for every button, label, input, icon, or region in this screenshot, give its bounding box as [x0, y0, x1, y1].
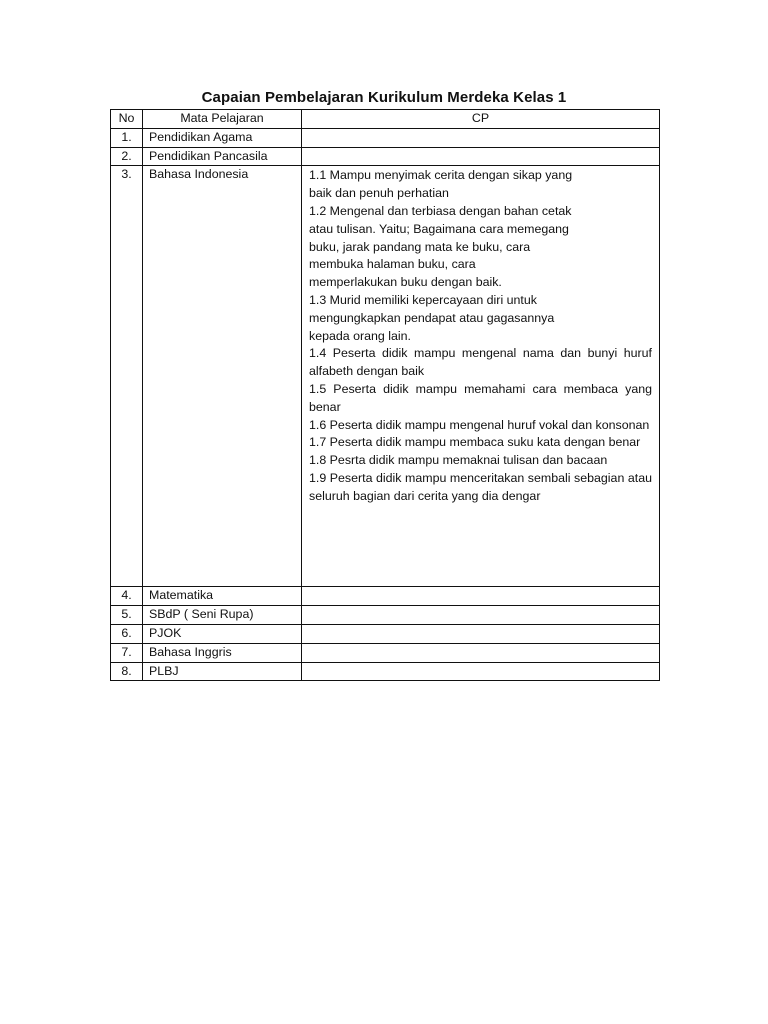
cp-text-line: memperlakukan buku dengan baik. — [309, 275, 502, 290]
header-no: No — [111, 110, 143, 129]
table-row — [111, 587, 660, 606]
cp-item-1-7: 1.7 Peserta didik mampu membaca suku kata dengan benar — [309, 435, 641, 450]
cp-cell — [302, 128, 660, 147]
cp-text-line: membuka halaman buku, cara — [309, 257, 476, 272]
subject-cell: PLBJ — [143, 662, 302, 681]
subject-cell: Bahasa Indonesia — [143, 166, 302, 587]
row-number: 6. — [111, 624, 143, 643]
row-number: 1. — [111, 128, 143, 147]
table-row — [111, 147, 660, 166]
table-row — [111, 606, 660, 625]
cp-text-line: 1.3 Murid memiliki kepercayaan diri untuk — [309, 292, 537, 307]
cp-cell — [302, 643, 660, 662]
subject-cell: Pendidikan Agama — [143, 128, 302, 147]
row-number: 4. — [111, 587, 143, 606]
cp-cell — [302, 624, 660, 643]
row-number: 8. — [111, 662, 143, 681]
subject-cell: Bahasa Inggris — [143, 643, 302, 662]
row-number: 3. — [111, 166, 143, 587]
row-number: 7. — [111, 643, 143, 662]
table-row — [111, 128, 660, 147]
table-row — [111, 643, 660, 662]
cp-item-1-8: 1.8 Pesrta didik mampu memaknai tulisan dan bacaan — [309, 453, 608, 468]
cp-item-1-6: 1.6 Peserta didik mampu mengenal huruf vokal dan konsonan — [309, 417, 650, 432]
cp-text-line: buku, jarak pandang mata ke buku, cara — [309, 239, 531, 254]
cp-cell — [302, 606, 660, 625]
cp-item-1-9: 1.9 Peserta didik mampu menceritakan sembali sebagian atau seluruh bagian dari cerita yang dia dengar — [309, 470, 652, 503]
subject-cell: Matematika — [143, 587, 302, 606]
cp-cell — [302, 166, 660, 587]
cp-text-line: baik dan penuh perhatian — [309, 186, 449, 201]
curriculum-table — [110, 109, 660, 681]
cp-cell — [302, 587, 660, 606]
table-row — [111, 624, 660, 643]
subject-cell: Pendidikan Pancasila — [143, 147, 302, 166]
cp-text-line: kepada orang lain. — [309, 328, 411, 343]
cp-text-line: 1.1 Mampu menyimak cerita dengan sikap yang — [309, 168, 573, 183]
cp-text-line: atau tulisan. Yaitu; Bagaimana cara memegang — [309, 221, 569, 236]
table-row — [111, 662, 660, 681]
table-header-row — [111, 110, 660, 129]
cp-text-line: mengungkapkan pendapat atau gagasannya — [309, 310, 555, 325]
table-row — [111, 166, 660, 587]
page-title: Capaian Pembelajaran Kurikulum Merdeka Kelas 1 — [201, 89, 567, 106]
row-number: 2. — [111, 147, 143, 166]
cp-cell — [302, 147, 660, 166]
row-number: 5. — [111, 606, 143, 625]
cp-item-1-5: 1.5 Peserta didik mampu memahami cara membaca yang benar — [309, 381, 652, 414]
subject-cell: SBdP ( Seni Rupa) — [143, 606, 302, 625]
cp-item-1-4: 1.4 Peserta didik mampu mengenal nama dan bunyi huruf alfabeth dengan baik — [309, 346, 652, 379]
header-subject: Mata Pelajaran — [143, 110, 302, 129]
cp-cell — [302, 662, 660, 681]
subject-cell: PJOK — [143, 624, 302, 643]
cp-text-line: 1.2 Mengenal dan terbiasa dengan bahan cetak — [309, 203, 572, 218]
header-cp: CP — [302, 110, 660, 129]
